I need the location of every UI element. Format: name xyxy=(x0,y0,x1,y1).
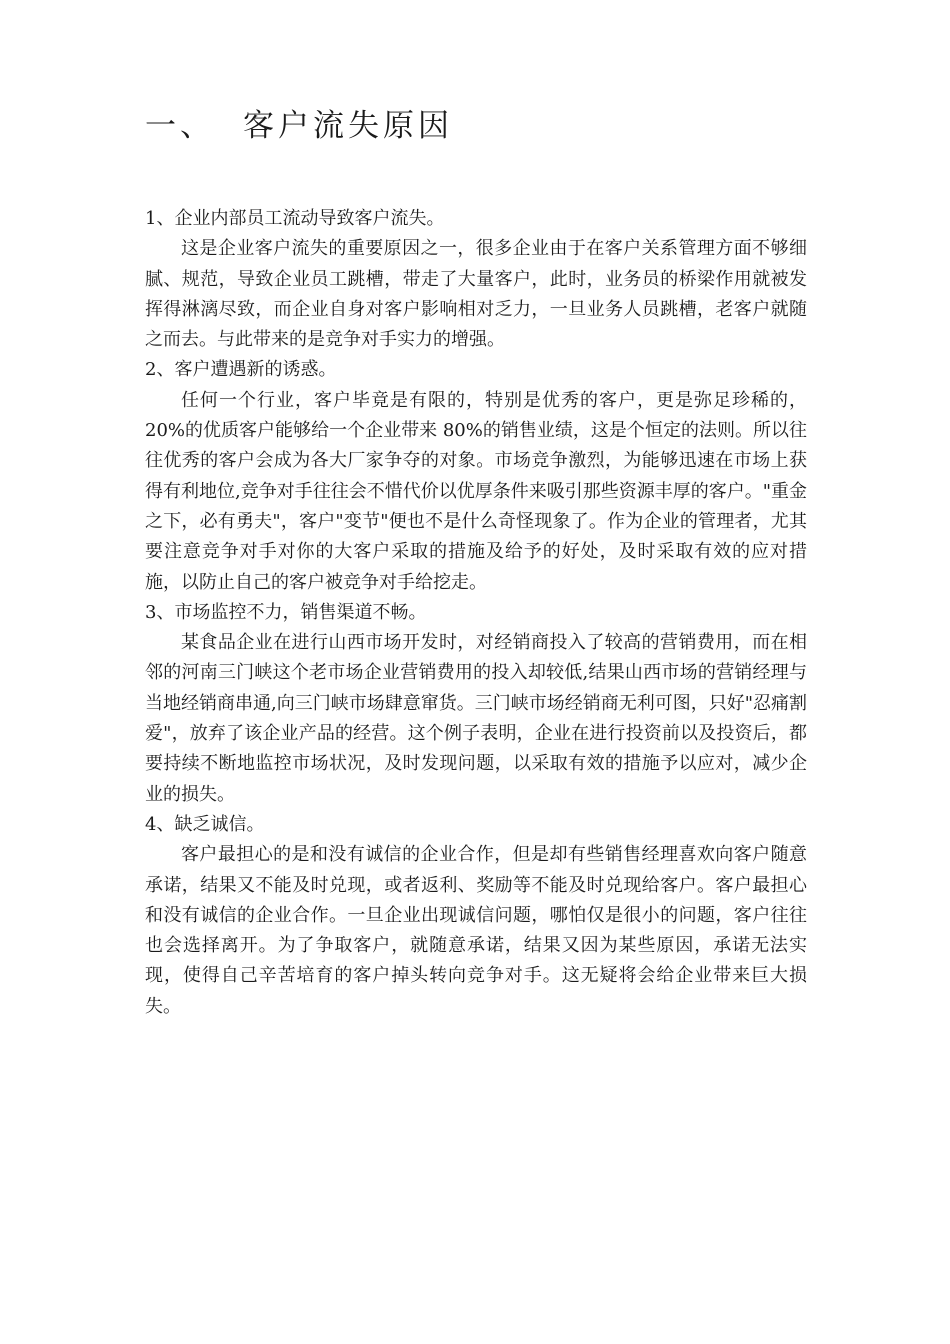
page-heading xyxy=(145,104,453,148)
heading-text: 客户流失原因 xyxy=(243,108,453,144)
section-title-1: 1、企业内部员工流动导致客户流失。 xyxy=(145,208,445,229)
section-title-3: 3、市场监控不力，销售渠道不畅。 xyxy=(145,601,427,623)
document-body xyxy=(145,204,807,1022)
section-paragraph-1: 这是企业客户流失的重要原因之一，很多企业由于在客户关系管理方面不够细腻、规范，导致企业员工跳槽，带走了大量客户，此时，业务员的桥梁作用就被发挥得淋漓尽致，而企业自身对客户影响相对乏力，一旦业务人员跳槽，老客户就随之而去。与此带来的是竞争对手实力的增强。 xyxy=(145,238,807,351)
section-paragraph-4: 客户最担心的是和没有诚信的企业合作，但是却有些销售经理喜欢向客户随意承诺，结果又不能及时兑现，或者返利、奖励等不能及时兑现给客户。客户最担心和没有诚信的企业合作。一旦企业出现诚信问题，哪怕仅是很小的问题，客户往往也会选择离开。为了争取客户，就随意承诺，结果又因为某些原因，承诺无法实现，使得自己辛苦培育的客户掉头转向竞争对手。这无疑将会给企业带来巨大损失。 xyxy=(145,844,807,1017)
section-paragraph-3: 某食品企业在进行山西市场开发时，对经销商投入了较高的营销费用，而在相邻的河南三门峡这个老市场企业营销费用的投入却较低,结果山西市场的营销经理与当地经销商串通,向三门峡市场肆意窜货。三门峡市场经销商无利可图，只好"忍痛割爱"，放弃了该企业产品的经营。这个例子表明，企业在进行投资前以及投资后，都要持续不断地监控市场状况，及时发现问题，以采取有效的措施予以应对，减少企业的损失。 xyxy=(145,632,807,805)
section-paragraph-2: 任何一个行业，客户毕竟是有限的，特别是优秀的客户，更是弥足珍稀的，20%的优质客户能够给一个企业带来 80%的销售业绩，这是个恒定的法则。所以往往优秀的客户会成为各大厂家争夺的对象。市场竞争激烈，为能够迅速在市场上获得有利地位,竞争对手往往会不惜代价以优厚条件来吸引那些资源丰厚的客户。"重金之下，必有勇夫"，客户"变节"便也不是什么奇怪现象了。作为企业的管理者，尤其要注意竞争对手对你的大客户采取的措施及给予的好处，及时采取有效的应对措施，以防止自己的客户被竞争对手给挖走。 xyxy=(145,389,807,593)
section-title-2: 2、客户遭遇新的诱惑。 xyxy=(145,359,337,381)
section-title-4: 4、缺乏诚信。 xyxy=(145,813,265,835)
heading-number: 一、 xyxy=(145,108,215,144)
